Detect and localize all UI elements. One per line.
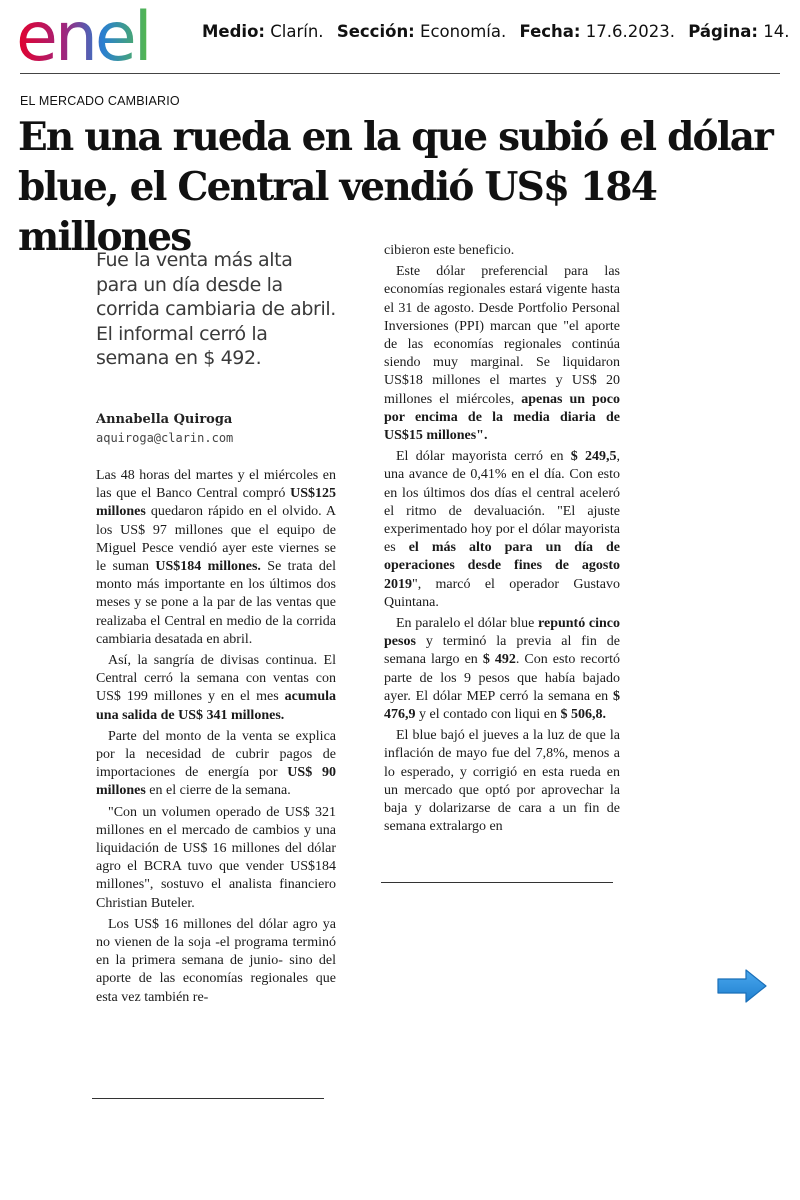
pagina-label: Página: (688, 22, 758, 41)
enel-logo (16, 2, 182, 68)
header-divider (20, 73, 780, 74)
author-name: Annabella Quiroga (96, 412, 233, 427)
medio-value: Clarín. (270, 22, 324, 41)
paragraph: Parte del monto de la venta se explica por la necesidad de cubrir pagos de importaciones de energía por US$ 90 millones en el cierre de la semana. (96, 728, 336, 799)
column-end-rule (92, 1098, 324, 1099)
svg-text:enel: enel (16, 2, 150, 68)
paragraph: cibieron este beneficio. (384, 243, 515, 258)
left-column (96, 467, 336, 1010)
lead-paragraph: Fue la venta más alta para un día desde la corrida cambiaria de abril. El informal cerró la semana en $ 492. (96, 249, 336, 369)
fecha-value: 17.6.2023. (585, 22, 676, 41)
paragraph: Las 48 horas del martes y el miércoles en las que el Banco Central compró US$125 millones quedaron rápido en el olvido. A los US$ 97 millones que el equipo de Miguel Pesce vendió ayer este viernes se le suman US$184 millones. Se trata del monto más importante en los últimos dos meses y se pone a la par de las ventas que realizaba el Central en medio de la corrida cambiaria desatada en abril. (96, 468, 336, 647)
paragraph: Los US$ 16 millones del dólar agro ya no vienen de la soja -el programa terminó en la primera semana de junio- sino del aporte de las economías regionales que esta vez también re- (96, 916, 336, 1005)
fecha-label: Fecha: (519, 22, 581, 41)
paragraph: "Con un volumen operado de US$ 321 millones en el mercado de cambios y una liquidación de US$ 16 millones del dólar agro el BCRA tuvo que vender US$184 millones", sostuvo el analista financiero Christian Buteler. (96, 804, 336, 911)
paragraph: El dólar mayorista cerró en $ 249,5, una avance de 0,41% en el día. Con esto en los últimos dos días el central aceleró el ritmo de devaluación. "El ajuste experimentado hoy por el dólar mayorista es el más alto para un día de operaciones desde fines de agosto 2019", marcó el operador Gustavo Quintana. (384, 449, 621, 610)
medio-label: Medio: (202, 22, 266, 41)
clipping-header (0, 0, 800, 80)
pagina-value: 14. (763, 22, 790, 41)
headline (18, 112, 788, 262)
paragraph: En paralelo el dólar blue repuntó cinco pesos y terminó la previa al fin de semana largo en $ 492. Con esto recortó parte de los 9 pesos que había bajado ayer. El dólar MEP cerró la semana en $ 476,9 y el contado con liqui en $ 506,8. (384, 616, 621, 723)
paragraph: Así, la sangría de divisas continua. El Central cerró la semana con ventas con US$ 199 millones y en el mes acumula una salida de US$ 341 millones. (96, 653, 336, 723)
paragraph: Este dólar preferencial para las economías regionales estará vigente hasta el 31 de agosto. Desde Portfolio Personal Inversiones (PPI) marcan que "el aporte de las economías regionales continúa siendo muy marginal. Se liquidaron US$18 millones el martes y US$ 20 millones el miércoles, apenas un poco por encima de la media diaria de US$15 millones". (384, 264, 621, 444)
author-email: aquiroga@clarin.com (96, 431, 234, 445)
column-end-rule (381, 882, 613, 883)
headline-line-2: blue, el Central vendió US$ 184 millones (18, 164, 657, 260)
headline-line-1: En una rueda en la que subió el dólar (18, 114, 772, 160)
section-label: EL MERCADO CAMBIARIO (20, 94, 180, 108)
clipping-meta (202, 22, 790, 41)
arrow-right-icon[interactable] (716, 968, 768, 1004)
right-column (384, 242, 620, 840)
seccion-value: Economía. (420, 22, 507, 41)
seccion-label: Sección: (336, 22, 415, 41)
paragraph: El blue bajó el jueves a la luz de que la inflación de mayo fue del 7,8%, menos a lo esperado, y corrigió en esta rueda en un mercado que optó por aprovechar la baja y dolarizarse de cara a un fin de semana extralargo en (384, 728, 620, 835)
